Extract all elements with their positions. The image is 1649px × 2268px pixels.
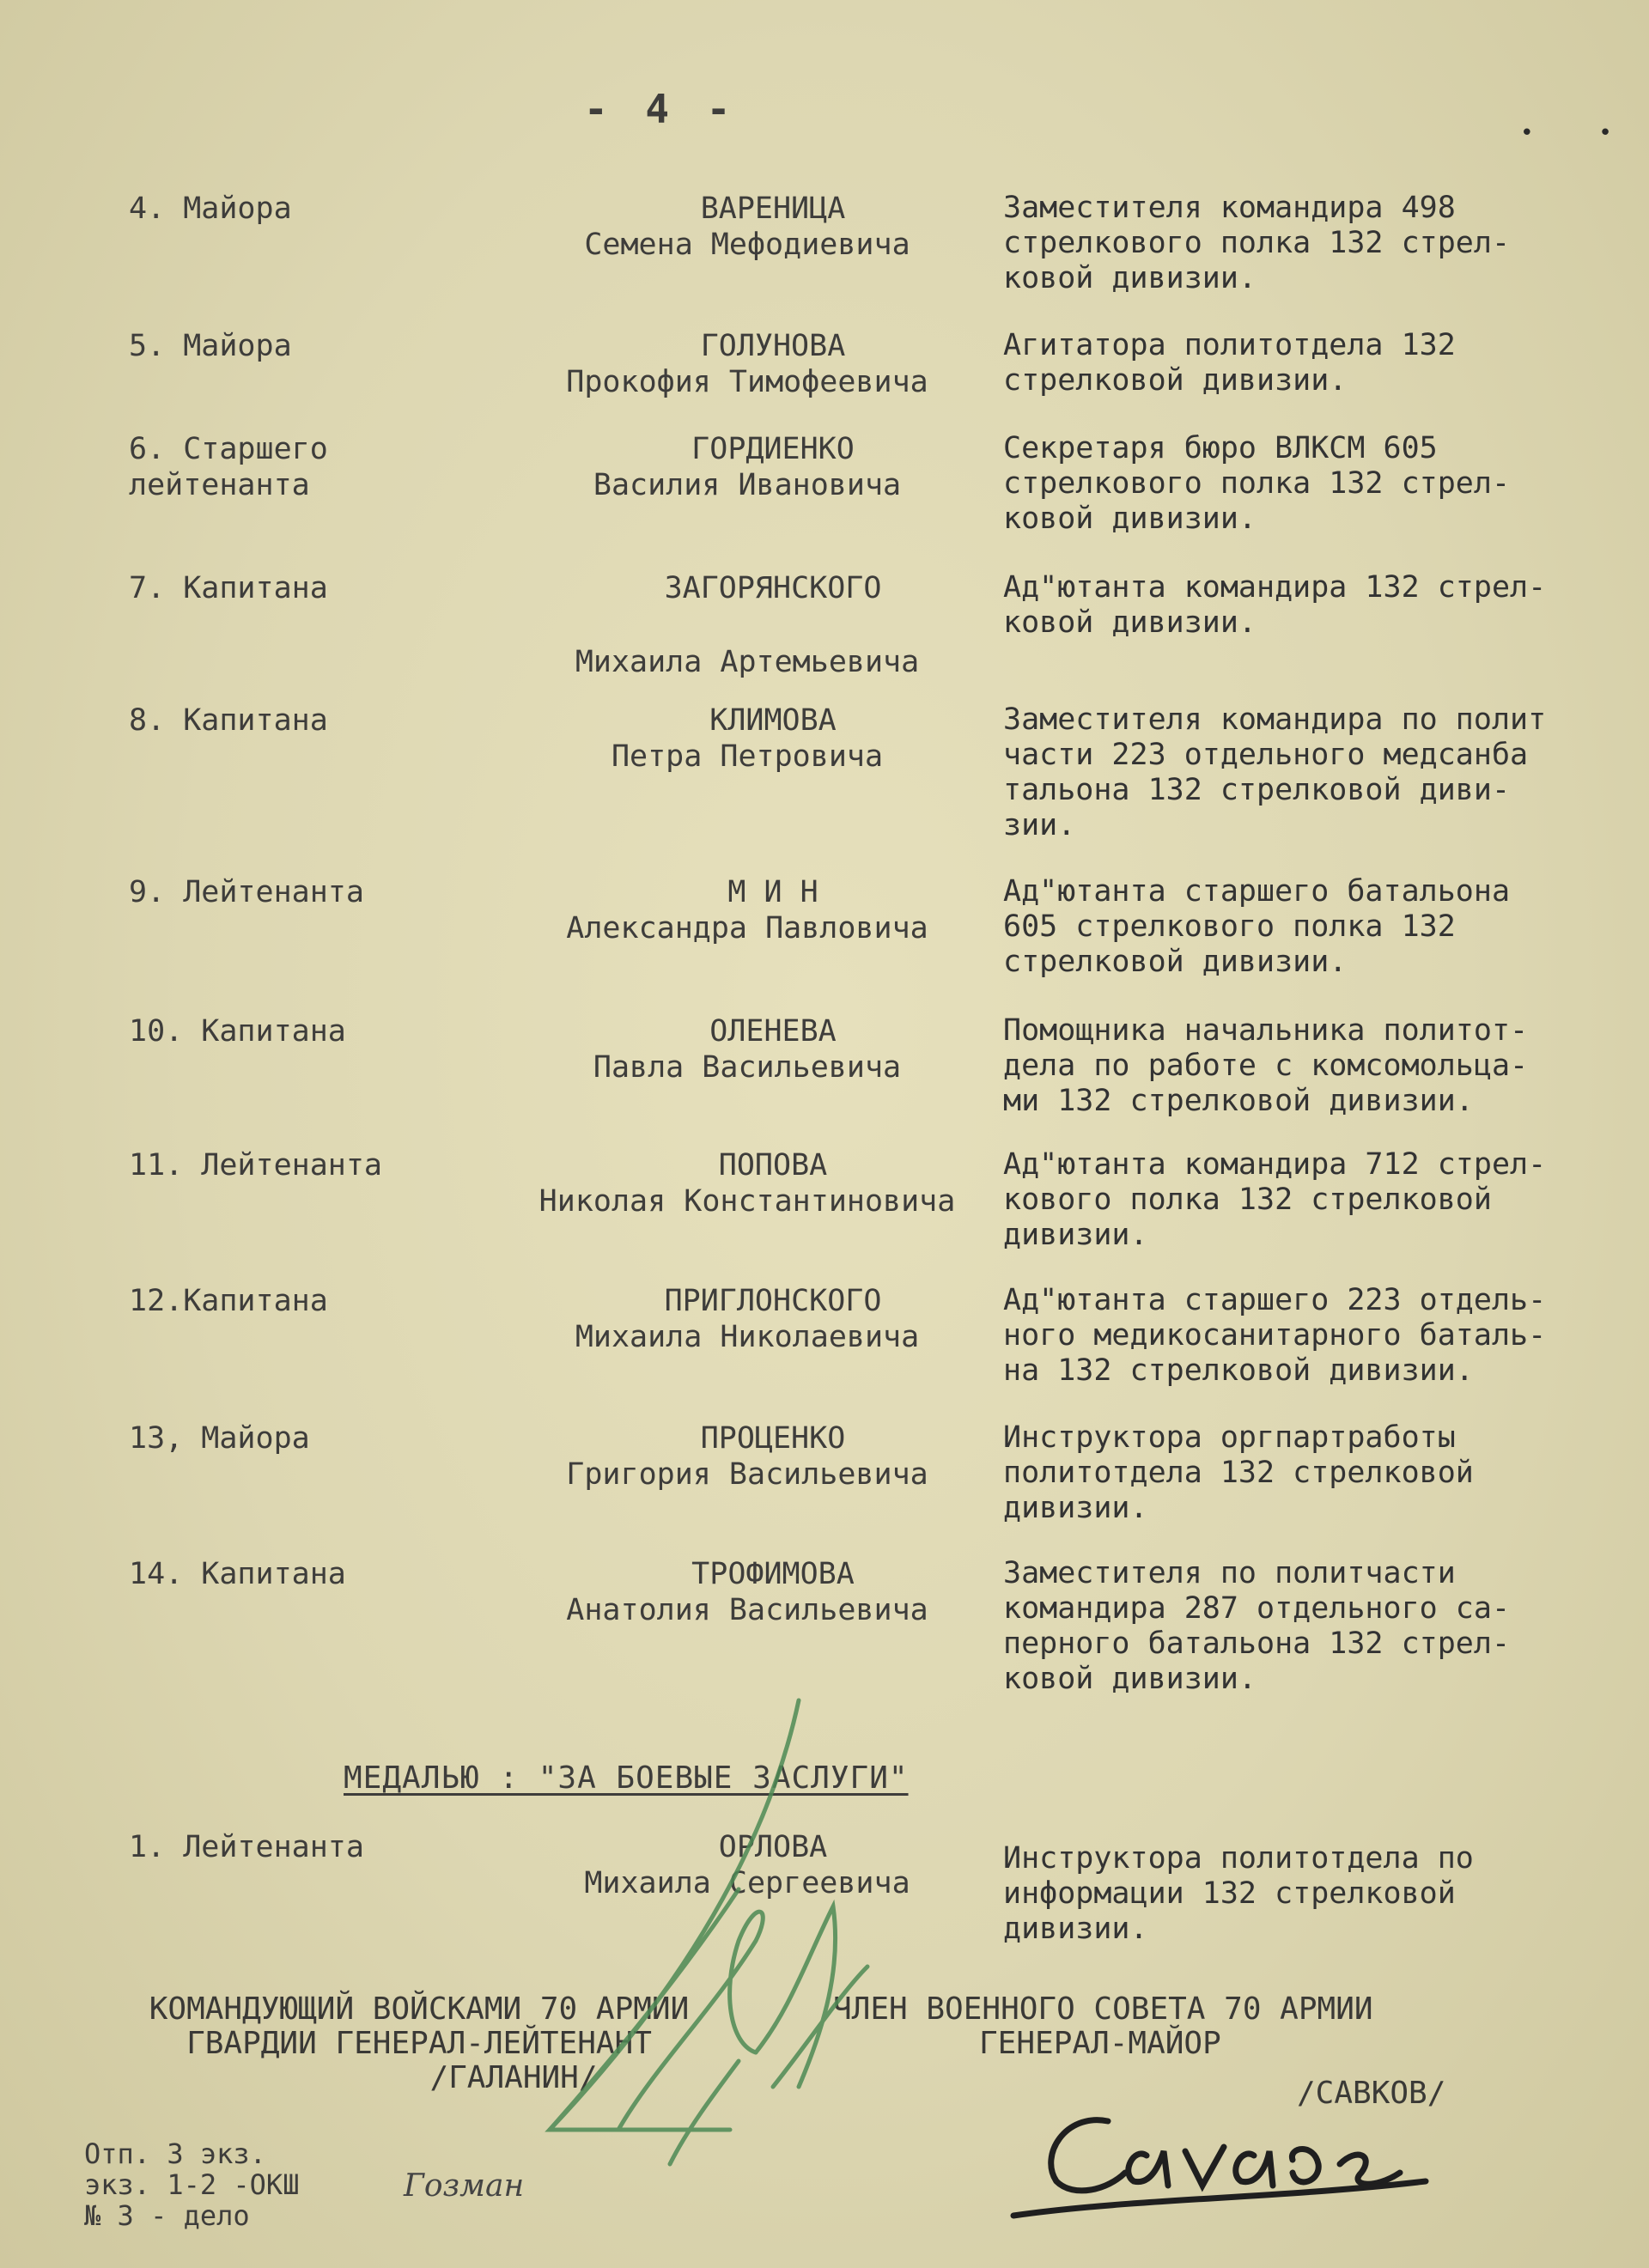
entry-name xyxy=(481,702,1013,775)
entry-surname: ГОЛУНОВА xyxy=(700,329,846,363)
entry-position: Заместителя командира по полит части 223 отдельного медсанба тальона 132 стрелковой диви- зии. xyxy=(1003,702,1547,842)
entry-position: Заместителя командира 498 стрелкового полка 132 стрел- ковой дивизии. xyxy=(1003,191,1511,295)
medal-entry-rank: 1. Лейтенанта xyxy=(129,1830,364,1864)
medal-entry-position: Инструктора политотдела по информации 132 стрелковой дивизии. xyxy=(1003,1841,1474,1946)
council-member-name: /САВКОВ/ xyxy=(1297,2076,1446,2111)
entry-position: Ад"ютанта старшего 223 отдель- ного медикосанитарного баталь- на 132 стрелковой дивизии. xyxy=(1003,1283,1547,1388)
medal-entry-surname: ОРЛОВА xyxy=(718,1830,828,1864)
entry-surname: ВАРЕНИЦА xyxy=(700,192,846,226)
entry-name xyxy=(481,191,1013,263)
entry-given-name: Прокофия Тимофеевича xyxy=(566,365,928,399)
entry-given-name: Александра Павловича xyxy=(566,911,928,946)
council-member-title: ЧЛЕН ВОЕННОГО СОВЕТА 70 АРМИИ xyxy=(833,1991,1373,2027)
entry-surname: ПРИГЛОНСКОГО xyxy=(664,1284,882,1318)
council-member-rank: ГЕНЕРАЛ-МАЙОР xyxy=(979,2026,1221,2061)
entry-given-name: Василия Ивановича xyxy=(593,468,902,502)
entry-position: Инструктора оргпартработы политотдела 132 стрелковой дивизии. xyxy=(1003,1420,1474,1525)
entry-position: Ад"ютанта командира 132 стрел- ковой дивизии. xyxy=(1003,570,1547,640)
medal-section-heading: МЕДАЛЬЮ : "ЗА БОЕВЫЕ ЗАСЛУГИ" xyxy=(344,1760,909,1796)
entry-name xyxy=(481,1283,1013,1355)
entry-rank: 11. Лейтенанта xyxy=(129,1148,383,1183)
entry-surname: ОЛЕНЕВА xyxy=(709,1014,837,1049)
entry-surname: ПОПОВА xyxy=(718,1148,828,1183)
entry-given-name: Петра Петровича xyxy=(611,739,884,774)
entry-surname: М И Н xyxy=(727,875,818,909)
entry-position: Секретаря бюро ВЛКСМ 605 стрелкового полка 132 стрел- ковой дивизии. xyxy=(1003,431,1511,536)
entry-name xyxy=(481,874,1013,946)
entry-rank: 7. Капитана xyxy=(129,571,328,605)
entry-surname: ТРОФИМОВА xyxy=(691,1557,855,1591)
entry-name xyxy=(481,328,1013,400)
entry-name xyxy=(481,1556,1013,1628)
entry-rank: 13, Майора xyxy=(129,1421,310,1456)
hole-marks: • • xyxy=(1520,120,1638,146)
entry-given-name: Григория Васильевича xyxy=(566,1457,928,1492)
entry-rank: 6. Старшего лейтенанта xyxy=(129,432,328,502)
entry-rank: 12.Капитана xyxy=(129,1284,328,1318)
commander-title: КОМАНДУЮЩИЙ ВОЙСКАМИ 70 АРМИИ xyxy=(149,1991,690,2027)
entry-rank: 10. Капитана xyxy=(129,1014,346,1049)
medal-entry-given-name: Михаила Сергеевича xyxy=(584,1866,910,1900)
entry-position: Помощника начальника политот- дела по работе с комсомольца- ми 132 стрелковой дивизии. xyxy=(1003,1013,1529,1118)
entry-name xyxy=(481,431,1013,503)
entry-surname: ПРОЦЕНКО xyxy=(700,1421,846,1456)
entry-rank: 14. Капитана xyxy=(129,1557,346,1591)
entry-given-name: Павла Васильевича xyxy=(593,1050,902,1085)
entry-name xyxy=(481,1420,1013,1493)
page-number: - 4 - xyxy=(584,86,738,132)
entry-surname: ГОРДИЕНКО xyxy=(691,432,855,466)
entry-given-name: Анатолия Васильевича xyxy=(566,1593,928,1627)
entry-position: Ад"ютанта старшего батальона 605 стрелкового полка 132 стрелковой дивизии. xyxy=(1003,874,1511,979)
entry-rank: 4. Майора xyxy=(129,192,292,226)
entry-given-name: Семена Мефодиевича xyxy=(584,228,910,262)
entry-rank: 9. Лейтенанта xyxy=(129,875,364,909)
commander-name: /ГАЛАНИН/ xyxy=(429,2060,598,2095)
entry-name xyxy=(481,1013,1013,1085)
entry-given-name: Михаила Николаевича xyxy=(575,1320,920,1354)
entry-surname: ЗАГОРЯНСКОГО xyxy=(664,571,882,605)
copies-note: Отп. 3 экз. экз. 1-2 -ОКШ № 3 - дело xyxy=(84,2137,300,2232)
entry-name xyxy=(481,570,1013,680)
entry-rank: 8. Капитана xyxy=(129,703,328,738)
entry-position: Ад"ютанта командира 712 стрел- кового полка 132 стрелковой дивизии. xyxy=(1003,1147,1547,1252)
entry-surname: КЛИМОВА xyxy=(709,703,837,738)
green-pencil-signature xyxy=(515,1683,928,2198)
entry-given-name: Николая Константиновича xyxy=(539,1184,956,1219)
ink-signature xyxy=(996,2078,1443,2233)
commander-rank: ГВАРДИИ ГЕНЕРАЛ-ЛЕЙТЕНАНТ xyxy=(186,2026,652,2061)
entry-rank: 5. Майора xyxy=(129,329,292,363)
handwritten-note: Гозман xyxy=(404,2168,525,2204)
entry-position: Заместителя по политчасти командира 287 отдельного са- перного батальона 132 стрел- ковой дивизии. xyxy=(1003,1556,1511,1696)
entry-position: Агитатора политотдела 132 стрелковой дивизии. xyxy=(1003,328,1456,398)
entry-name xyxy=(481,1147,1013,1219)
entry-given-name: Михаила Артемьевича xyxy=(575,645,920,679)
